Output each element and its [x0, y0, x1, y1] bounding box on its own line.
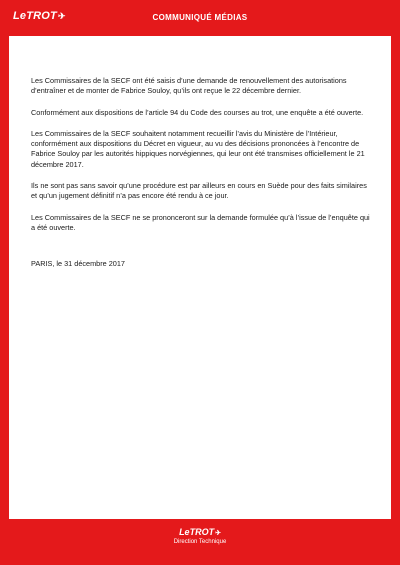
footer-logo-text: LeTROT [179, 527, 215, 537]
date-line: PARIS, le 31 décembre 2017 [31, 259, 125, 269]
paragraph-2: Conformément aux dispositions de l’article 94 du Code des courses au trot, une enquête a été ouverte. [31, 107, 364, 117]
horse-icon: ✈ [57, 11, 66, 21]
document-page [9, 36, 391, 519]
paragraph-1: Les Commissaires de la SECF ont été saisis d’une demande de renouvellement des autorisations d’entraîner et de monter de Fabrice Souloy, qu’ils ont reçue le 22 décembre dernier. [31, 76, 347, 96]
paragraph-3: Les Commissaires de la SECF souhaitent notamment recueillir l’avis du Ministère de l’Intérieur, conformément aux dispositions du Décret en vigueur, au vu des décisions prononcées à l’encontre de Fabrice Souloy par les autorités hippiques norvégiennes, qui leur ont été transmises officiellement le 21 décembre 2017. [31, 128, 365, 169]
header-bar [0, 0, 400, 36]
paragraph-4: Ils ne sont pas sans savoir qu’une procédure est par ailleurs en cours en Suède pour des faits similaires et qu’un jugement définitif n’a pas encore été rendu à ce jour. [31, 181, 367, 201]
footer-logo [0, 527, 400, 537]
footer-subtitle: Direction Technique [173, 539, 227, 545]
header-title: COMMUNIQUÉ MÉDIAS [152, 13, 248, 22]
footer-horse-icon: ✈ [215, 530, 221, 537]
footer [0, 527, 400, 545]
logo-text: LeTROT [13, 10, 57, 22]
document-body [31, 76, 371, 281]
paragraph-5: Les Commissaires de la SECF ne se prononceront sur la demande formulée qu’à l’issue de l’enquête qui a été ouverte. [31, 212, 370, 232]
